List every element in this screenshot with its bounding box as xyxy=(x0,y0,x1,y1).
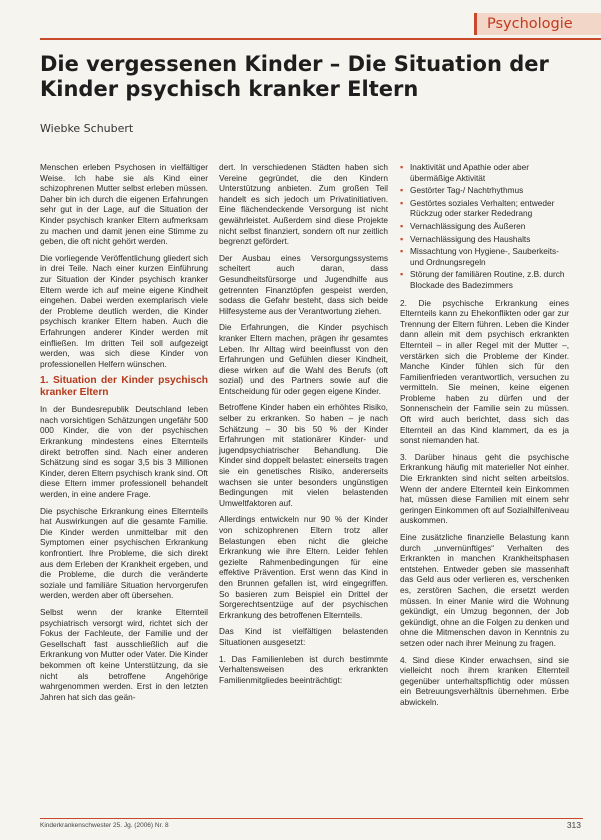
list-item: ▪ Vernachlässigung des Haushalts xyxy=(400,234,569,245)
paragraph: 2. Die psychische Erkrankung eines Elternteils kann zu Ehekonflikten oder gar zur Trennung der Eltern führen. Leben die Kinder dann allein mit dem psychisch erkrankten Elternteil – in aller Regel mit der Mutter –, verstärken sich die Probleme der Kinder. Manche Kinder fühlen sich für den Familienfrieden verantwortlich, versuchen zu vermitteln. Sie meinen, keine eigenen Probleme haben zu dürfen und der Sonnenschein der Familie sein zu müssen. Oft wird auch berichtet, dass sich das Elternteil an das Kind klammert, da es ja sonst niemanden hat. xyxy=(400,297,569,446)
paragraph: Die vorliegende Veröffentlichung gliedert sich in drei Teile. Nach einer kurzen Einführung zur Situation der Kinder psychisch kranker Eltern werde ich auf meine eigene Kindheit eingehen. Dabei werden exemplarisch viele der Probleme deutlich werden, die Kinder psychisch kranker Eltern haben. Auch die Erfahrungen anderer Kinder werden mit einfließen. Im dritten Teil soll aufgezeigt werden, was sich diese Kinder von professionellen Helfern wünschen. xyxy=(40,252,208,369)
paragraph: 3. Darüber hinaus geht die psychische Erkrankung häufig mit materieller Not einher. Die Erkrankten sind nicht selten arbeitslos. Wenn der andere Elternteil kein Einkommen hat, müssen diese Familien mit einem sehr geringen Einkommen oft auf Sozialhilfeniveau auskommen. xyxy=(400,451,569,526)
footer-rule xyxy=(40,818,583,819)
column-3 xyxy=(400,162,569,714)
bullet-list xyxy=(400,162,569,291)
section-label: Psychologie xyxy=(487,16,573,32)
list-item: ▪ Störung der familiären Routine, z.B. durch Blockade des Badezimmers xyxy=(400,269,569,290)
column-2 xyxy=(219,162,388,691)
paragraph: Eine zusätzliche finanzielle Belastung kann durch „unvernünftiges“ Verhalten des Erkrankten in manchen Krankheitsphasen entstehen. Entweder geben sie massenhaft das Geld aus oder verlieren es, verschenken es, zerstören Sachen, die ersetzt werden müssen. In einer Manie wird die Wohnung gekündigt, ein Umzug begonnen, der Job gekündigt, ohne an die Folgen zu denken und ohne die Mitmenschen davon in Kenntnis zu setzen oder nach ihrer Meinung zu fragen. xyxy=(400,532,569,648)
author: Wiebke Schubert xyxy=(40,122,134,135)
page-number: 313 xyxy=(566,820,581,830)
paragraph: 4. Sind diese Kinder erwachsen, sind sie vielleicht noch ihrem kranken Elternteil gegenüber unterhaltspflichtig oder müssen ein Betreuungsverhältnis übernehmen. Erbe abwickeln. xyxy=(400,654,569,707)
numbered-item: Das Familienleben ist durch bestimmte Verhaltensweisen des erkrankten Familienmitgliedes beeinträchtigt: xyxy=(219,653,388,685)
journal-citation: Kinderkrankenschwester 25. Jg. (2006) Nr. 8 xyxy=(40,822,169,829)
paragraph: 1. Das Familienleben ist durch bestimmte Verhaltensweisen des erkrankten Familienmitgliedes beeinträchtigt: xyxy=(219,653,388,685)
paragraph: Selbst wenn der kranke Elternteil psychiatrisch versorgt wird, richtet sich der Fokus der Fachleute, der Familie und der Gesellschaft fast ausschließlich auf die Erkrankung von Mutter oder Vater. Die Kinder bekommen oft keine Unterstützung, da sie nicht als betroffene Angehörige wahrgenommen werden. Erst in den letzten Jahren hat sich das geän- xyxy=(40,606,208,702)
list-item: ▪ Gestörtes soziales Verhalten; entweder Rückzug oder starker Rededrang xyxy=(400,198,569,219)
list-item: ▪ Inaktivität und Apathie oder aber übermäßige Aktivität xyxy=(400,162,569,183)
list-item: ▪ Gestörter Tag-/ Nachtrhythmus xyxy=(400,185,569,196)
top-rule xyxy=(40,38,601,40)
paragraph: Menschen erleben Psychosen in vielfältiger Weise. Ich habe sie als Kind einer schizophrenen Mutter selbst erleben müssen. Daher bin ich durch die eigenen Erfahrungen sehr gut in der Lage, auf die Situation der Kinder psychisch kranker Eltern aufmerksam zu machen und damit jenen eine Stimme zu geben, die oft nicht gehört werden. xyxy=(40,162,208,247)
paragraph: Die Erfahrungen, die Kinder psychisch kranker Eltern machen, prägen ihr gesamtes Leben. Ihr Alltag wird beeinflusst von den Erfahrungen und Gefühlen dieser Kindheit, diese wirken auf die Wahl des Berufs (oft sozial) und des Partners sowie auf die Entscheidung für oder gegen eigene Kinder. xyxy=(219,322,388,396)
paragraph: Betroffene Kinder haben ein erhöhtes Risiko, selber zu erkranken. So haben – je nach Schätzung – 30 bis 50 % der Kinder Erfahrungen mit stationärer Kinder- und jugendpsychiatrischer Behandlung. Die Kinder sind doppelt belastet: einerseits tragen sie ein genetisches Risiko, andererseits wachsen sie unter besonders ungünstigen Bedingungen mit vielen belastenden Umweltfaktoren auf. xyxy=(219,402,388,508)
paragraph: In der Bundesrepublik Deutschland leben nach vorsichtigen Schätzungen ungefähr 500 000 Kinder, die von der psychischen Erkrankung mindestens eines Elternteils direkt betroffen sind. Nach einer anderen Schätzung sind es sogar 3,5 bis 3 Millionen Kinder, deren Eltern psychisch krank sind. Oft diese Eltern immer professionell behandelt werden, in eine andere Frage. xyxy=(40,404,208,500)
paragraph: dert. In verschiedenen Städten haben sich Vereine gegründet, die den Kindern Unterstützung anbieten. Zum großen Teil handelt es sich jedoch um Privatinitiativen. Eine flächendeckende Versorgung ist nicht gewährleistet. Außerdem sind diese Projekte nicht selbst finanziert, sondern oft nur zeitlich begrenzt gefördert. xyxy=(219,162,388,247)
section-tab xyxy=(474,13,601,35)
paragraph: Der Ausbau eines Versorgungssystems scheitert auch daran, dass Gesundheitsfürsorge und Jugendhilfe aus getrennten Finanztöpfen gespeist werden, sodass die Gefahr besteht, dass sich beide Hilfesysteme aus der Verantwortung ziehen. xyxy=(219,252,388,316)
list-item: ▪ Missachtung von Hygiene-, Sauberkeits- und Ordnungsregeln xyxy=(400,246,569,267)
column-1 xyxy=(40,162,208,708)
article-title: Die vergessenen Kinder – Die Situation der Kinder psychisch kranker Eltern xyxy=(40,52,549,101)
paragraph: Das Kind ist vielfältigen belastenden Situationen ausgesetzt: xyxy=(219,626,388,647)
paragraph: Allerdings entwickeln nur 90 % der Kinder von schizophrenen Eltern trotz aller Belastungen eben nicht die gleiche Erkrankung wie ihre Eltern. Leider fehlen gezielte Rahmenbedingungen für eine effektive Prävention. Erst wenn das Kind in den Brunnen gefallen ist, wird eingegriffen. So basieren zum Beispiel ein Drittel der Sorgerechtsentzüge auf der psychischen Erkrankung des betroffenen Elternteils. xyxy=(219,514,388,620)
section-heading: 1. Situation der Kinder psychisch kranker Eltern xyxy=(40,375,208,398)
paragraph: Die psychische Erkrankung eines Elternteils hat Auswirkungen auf die gesamte Familie. Die Kinder werden unmittelbar mit den Symptomen einer psychischen Erkrankung konfrontiert. Ihre Probleme, die sich direkt aus dem Erleben der Krankheit ergeben, und die Probleme, die durch die veränderte soziale und familiäre Situation hervorgerufen werden, werden aber oft übersehen. xyxy=(40,505,208,601)
list-item: ▪ Vernachlässigung des Äußeren xyxy=(400,221,569,232)
